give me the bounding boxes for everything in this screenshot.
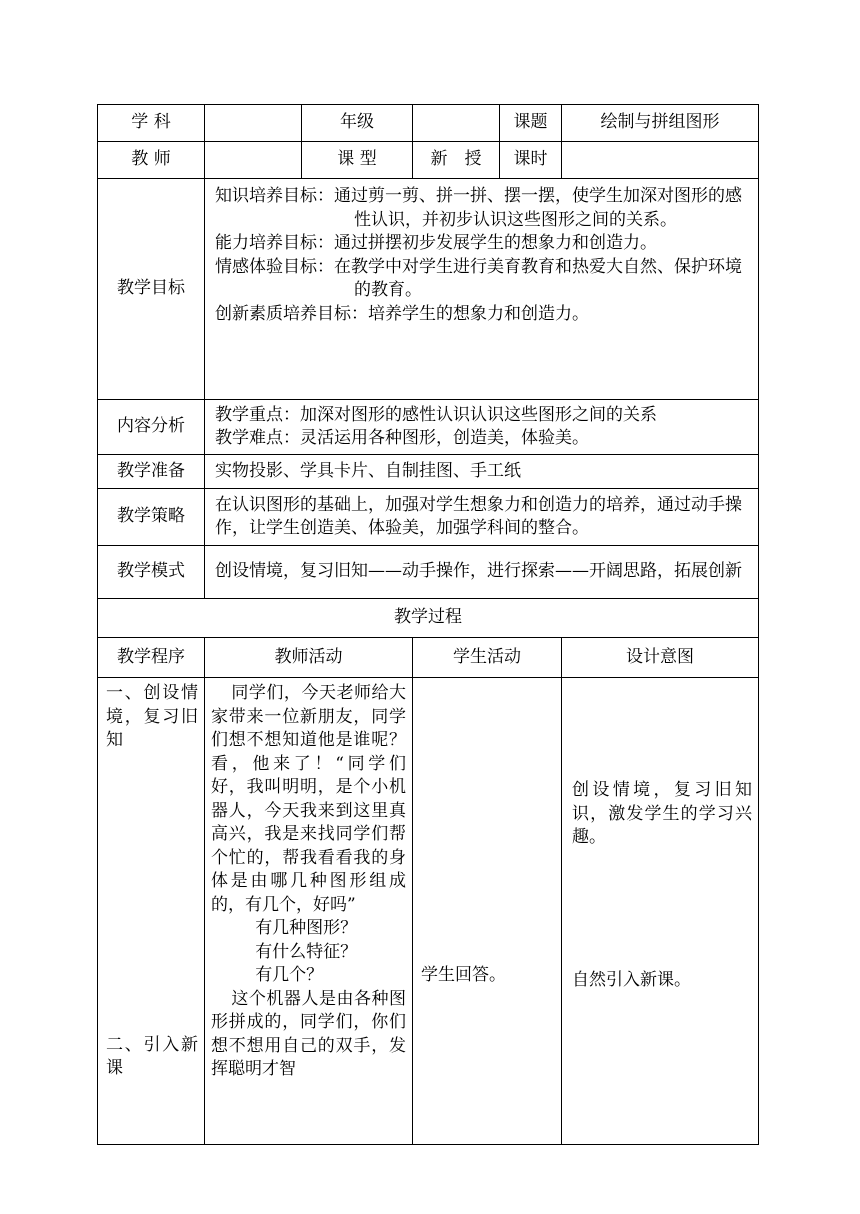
key-point: 教学重点：加深对图形的感性认识认识这些图形之间的关系 — [215, 404, 657, 425]
subject-label: 学 科 — [98, 105, 205, 142]
column-header-student: 学生活动 — [413, 638, 562, 678]
lesson-hours-label: 课时 — [500, 142, 562, 179]
column-header-intent: 设计意图 — [562, 638, 759, 678]
goal-ability: 能力培养目标：通过拼摆初步发展学生的想象力和创造力。 — [215, 233, 657, 253]
content-analysis-content — [205, 400, 759, 455]
column-header-procedure: 教学程序 — [98, 638, 205, 678]
goal-knowledge: 知识培养目标：通过剪一剪、拼一拼、摆一摆，使学生加深对图形的感性认识，并初步认识这些图形之间的关系。 — [215, 186, 742, 230]
grade-value — [413, 105, 500, 142]
goal-innovation: 创新素质培养目标：培养学生的想象力和创造力。 — [215, 303, 589, 324]
stage-1: 一、创设情境，复习旧知 — [106, 683, 198, 750]
goals-label: 教学目标 — [98, 179, 205, 400]
teacher-question-1: 有几种图形？ — [255, 918, 358, 938]
intent-2: 自然引入新课。 — [572, 969, 691, 990]
procedure-cell — [98, 678, 205, 1145]
grade-label: 年级 — [302, 105, 413, 142]
lesson-type-value: 新 授 — [413, 142, 500, 179]
teacher-question-2: 有什么特征？ — [255, 941, 358, 962]
lesson-hours-value — [562, 142, 759, 179]
process-title: 教学过程 — [98, 599, 759, 638]
subject-value — [205, 105, 302, 142]
mode-label: 教学模式 — [98, 546, 205, 599]
preparation-content: 实物投影、学具卡片、自制挂图、手工纸 — [205, 455, 759, 489]
topic-label: 课题 — [500, 105, 562, 142]
goals-content — [205, 179, 759, 400]
lesson-plan-table — [97, 104, 759, 1145]
design-intent-cell — [562, 678, 759, 1145]
topic-value: 绘制与拼组图形 — [562, 105, 759, 142]
column-header-teacher: 教师活动 — [205, 638, 413, 678]
strategy-content: 在认识图形的基础上，加强对学生想象力和创造力的培养，通过动手操作，让学生创造美、体验美，加强学科间的整合。 — [205, 489, 759, 546]
teacher-value — [205, 142, 302, 179]
strategy-label: 教学策略 — [98, 489, 205, 546]
student-answer: 学生回答。 — [421, 965, 506, 985]
teacher-paragraph-1: 同学们，今天老师给大家带来一位新朋友，同学们想不想知道他是谁呢？看，他来了！“同学们好，我叫明明，是个小机器人，今天我来到这里真高兴，我是来找同学们帮个忙的，帮我看看我的身体是由哪几种图形组成的，有几个，好吗” — [211, 683, 406, 915]
preparation-label: 教学准备 — [98, 455, 205, 489]
goal-emotion: 情感体验目标：在教学中对学生进行美育教育和热爱大自然、保护环境的教育。 — [215, 256, 742, 300]
lesson-type-label: 课 型 — [302, 142, 413, 179]
teacher-paragraph-2: 这个机器人是由各种图形拼成的，同学们，你们想不想用自己的双手，发挥聪明才智 — [211, 988, 406, 1079]
teacher-label: 教 师 — [98, 142, 205, 179]
stage-2: 二、引入新课 — [106, 1034, 198, 1078]
teacher-activity-cell — [205, 678, 413, 1145]
content-analysis-label: 内容分析 — [98, 400, 205, 455]
teacher-question-3: 有几个？ — [255, 965, 324, 985]
mode-content: 创设情境，复习旧知——动手操作，进行探索——开阔思路，拓展创新 — [205, 546, 759, 599]
difficulty: 教学难点：灵活运用各种图形，创造美，体验美。 — [215, 428, 589, 448]
intent-1: 创设情境，复习旧知识，激发学生的学习兴趣。 — [572, 780, 752, 847]
student-activity-cell — [413, 678, 562, 1145]
